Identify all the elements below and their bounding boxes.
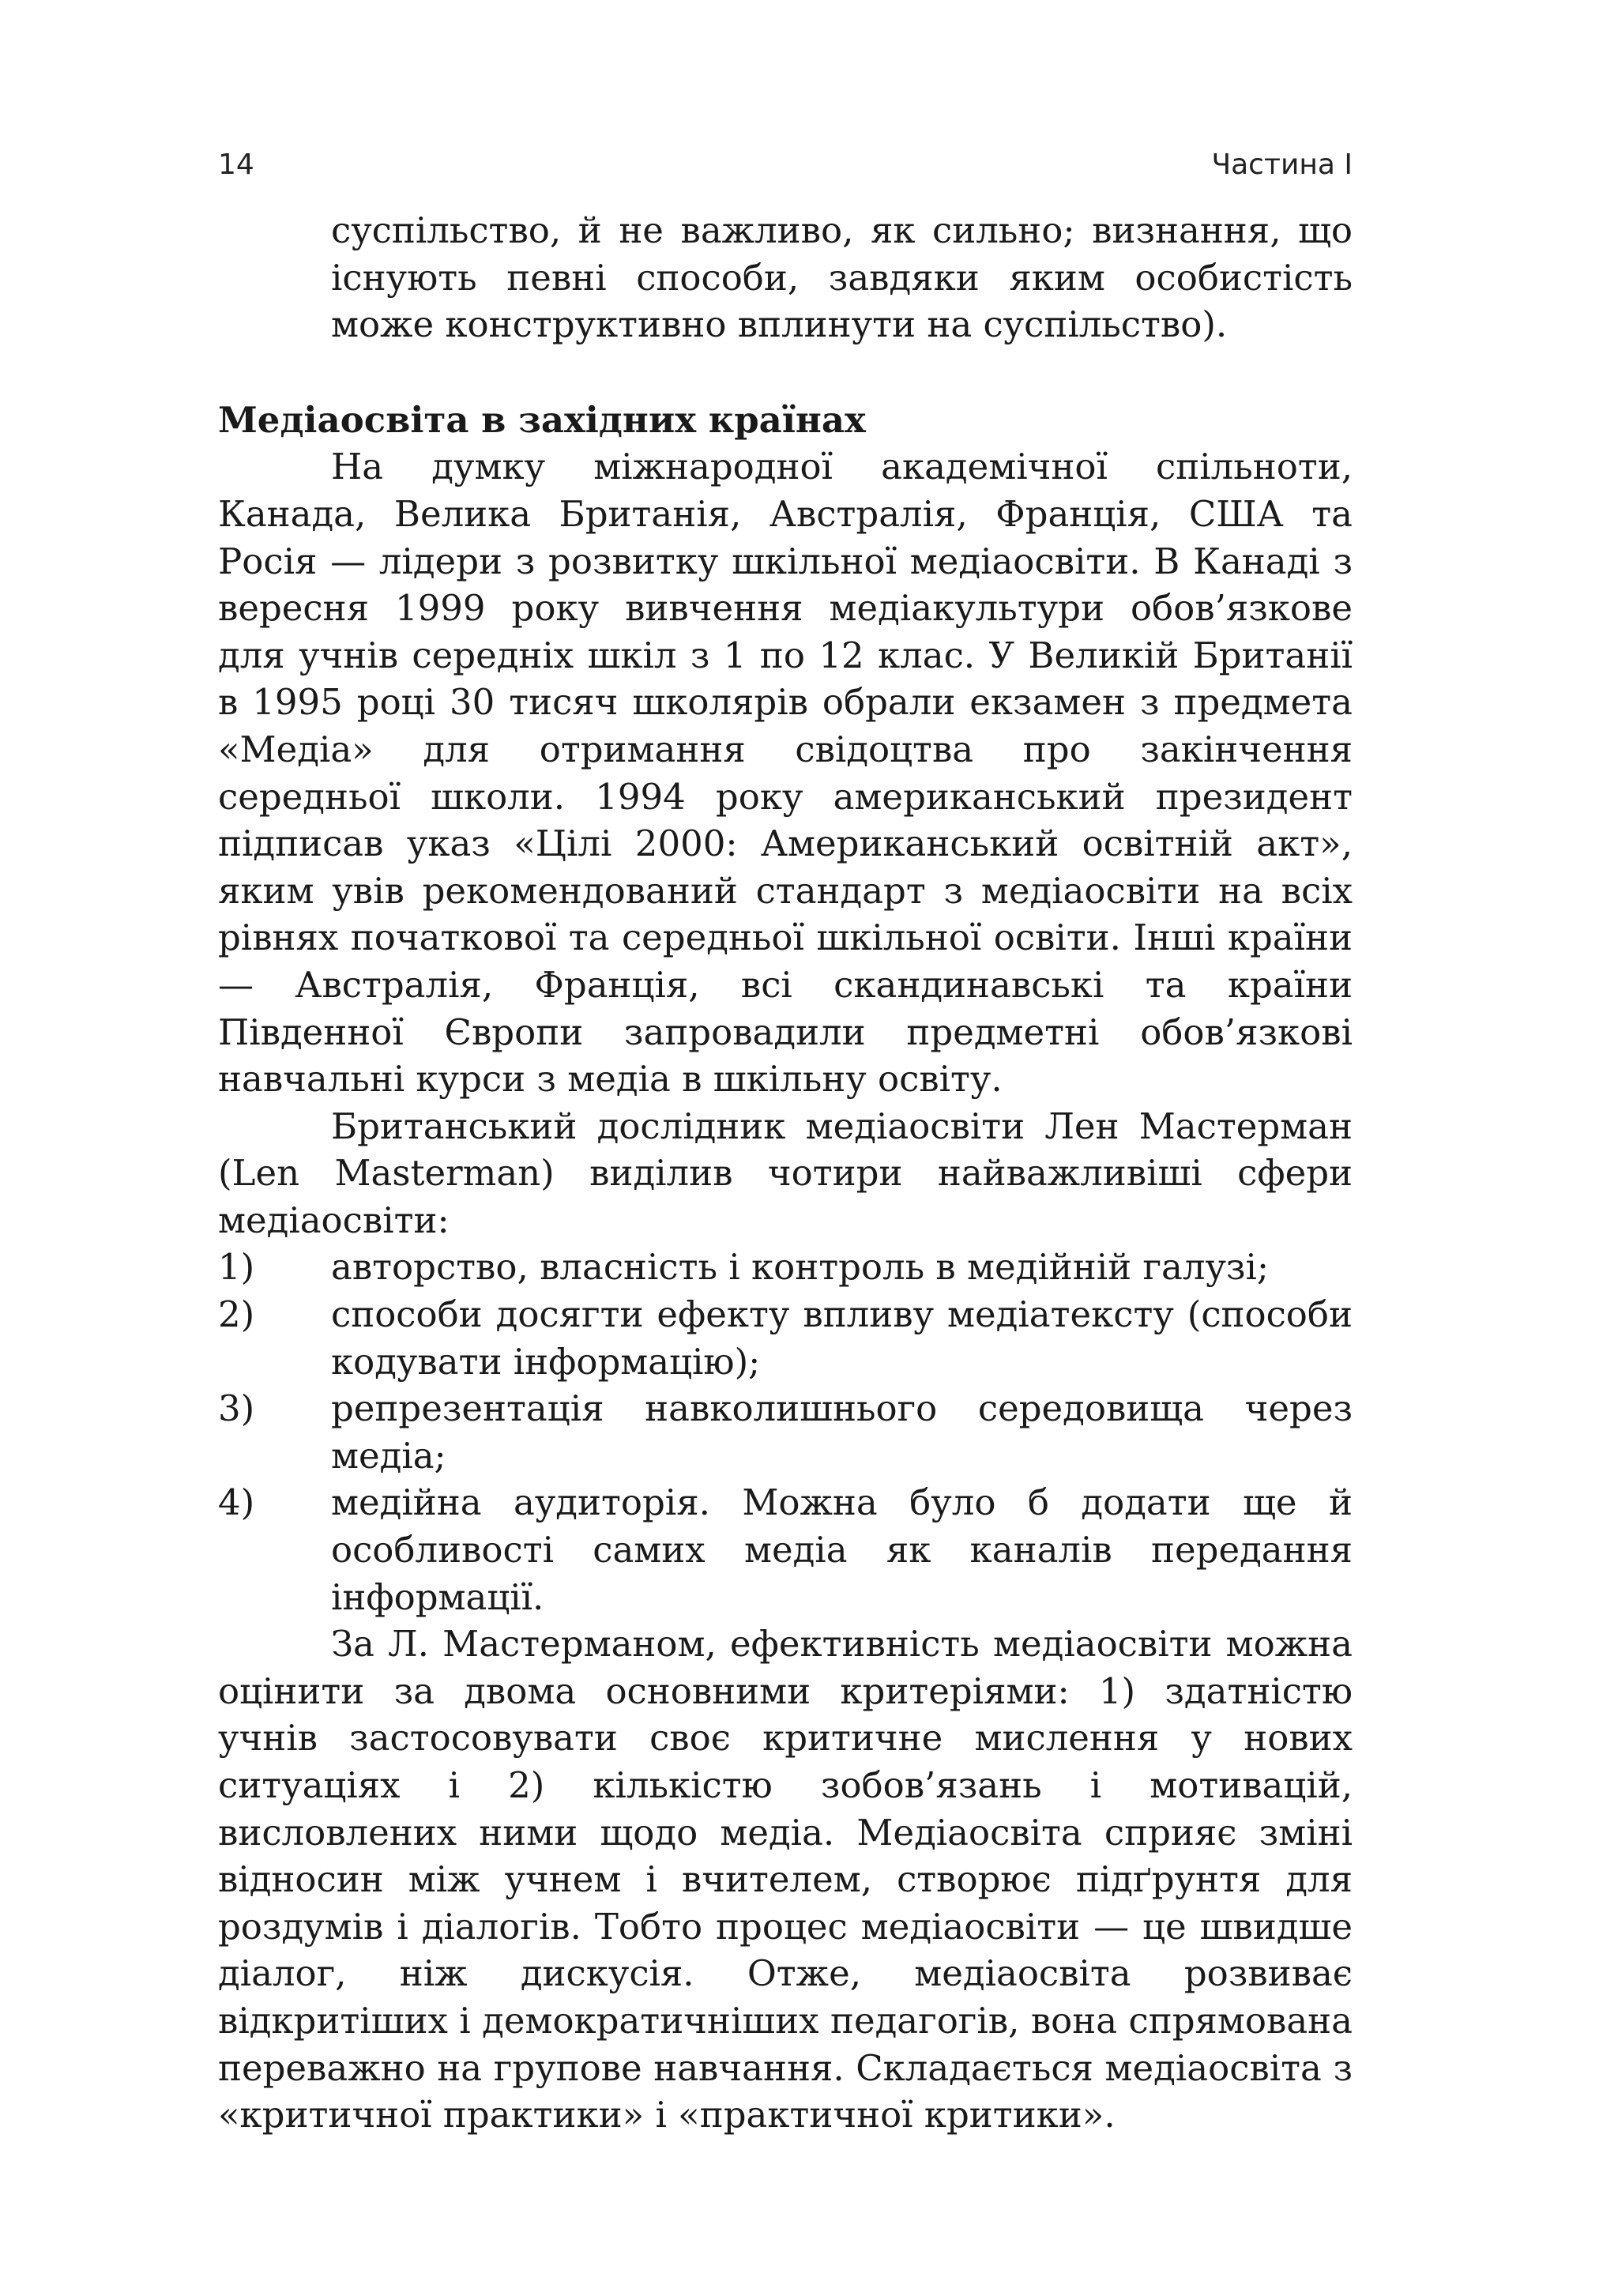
list-item-text: авторство, власність і контроль в медійній галузі; bbox=[331, 1246, 1270, 1289]
running-header: Частина І bbox=[1211, 149, 1353, 181]
list-item-number: 1) bbox=[218, 1246, 255, 1289]
list-item bbox=[218, 1291, 1353, 1385]
list-item-number: 3) bbox=[218, 1387, 255, 1430]
list-item-text: репрезентація навколишнього середовища через медіа; bbox=[331, 1387, 1353, 1477]
section-heading: Медіаосвіта в західних країнах bbox=[218, 398, 866, 441]
list-item bbox=[218, 1479, 1353, 1620]
list-item bbox=[218, 1244, 1353, 1291]
spheres-list bbox=[218, 1244, 1353, 1620]
paragraph-1: На думку міжнародної академічної спільноти, Канада, Велика Британія, Австралія, Франція, США та Росія — лідери з розвитку шкільної медіаосвіти. В Канаді з вересня 1999 року вивчення медіакультури обов’язкове для учнів середніх шкіл з 1 по 12 клас. У Великій Британії в 1995 році 30 тисяч школярів обрали екзамен з предмета «Медіа» для отримання свідоцтва про закінчення середньої школи. 1994 року американський президент підписав указ «Цілі 2000: Американський освітній акт», яким увів рекомендований стандарт з медіаосвіти на всіх рівнях початкової та середньої шкільної освіти. Інші країни — Австралія, Франція, всі скандинавські та країни Південної Європи запровадили предметні обов’язкові навчальні курси з медіа в шкільну освіту. bbox=[218, 446, 1353, 1101]
intro-continuation: суспільство, й не важливо, як сильно; визнання, що існують певні способи, завдяки яким особистість може конструктивно вплинути на суспільство). bbox=[331, 209, 1353, 346]
list-item-number: 4) bbox=[218, 1481, 255, 1524]
page-body bbox=[218, 207, 1353, 2139]
paragraph-closing: За Л. Мастерманом, ефективність медіаосвіти можна оцінити за двома основними критеріями: 1) здатністю учнів застосовувати своє критичне мислення у нових ситуаціях і 2) кількістю зобов’язань і мотивацій, висловлених ними щодо медіа. Медіаосвіта сприяє зміні відносин між учнем і вчителем, створює підґрунтя для роздумів і діалогів. Тобто процес медіаосвіти — це швидше діалог, ніж дискусія. Отже, медіаосвіта розвиває відкритіших і демократичніших педагогів, вона спрямована переважно на групове навчання. Складається медіаосвіта з «критичної практики» і «практичної критики». bbox=[218, 1623, 1353, 2136]
list-item-text: медійна аудиторія. Можна було б додати ще й особливості самих медіа як каналів передання інформації. bbox=[331, 1481, 1353, 1618]
list-item-text: способи досягти ефекту впливу медіатексту (способи кодувати інформацію); bbox=[331, 1293, 1353, 1383]
list-item-number: 2) bbox=[218, 1293, 255, 1336]
list-item bbox=[218, 1385, 1353, 1479]
paragraph-2: Британський дослідник медіаосвіти Лен Мастерман (Len Masterman) виділив чотири найважливіші сфери медіаосвіти: bbox=[218, 1105, 1353, 1241]
page-number: 14 bbox=[218, 149, 254, 181]
